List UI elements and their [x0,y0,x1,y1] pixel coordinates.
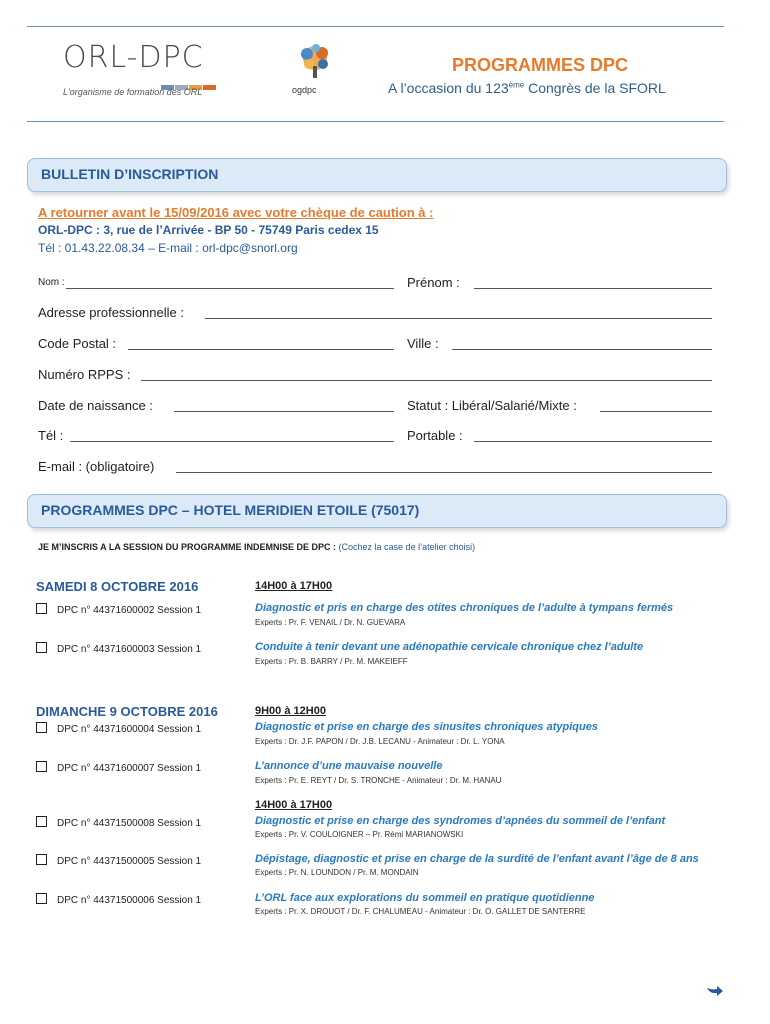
session-checkbox[interactable] [36,854,47,865]
session-checkbox[interactable] [36,816,47,827]
arrow-right-icon [706,984,724,1003]
instruction-hint: (Cochez la case de l’atelier choisi) [338,542,476,552]
session-title: Diagnostic et prise en charge des syndromes d’apnées du sommeil de l’enfant [255,815,666,827]
session-row[interactable]: DPC n° 44371600003 Session 1 [36,642,201,655]
session-checkbox[interactable] [36,642,47,653]
saturday-time: 14H00 à 17H00 [255,580,333,592]
top-rule [27,26,724,27]
instruction: JE M’INSCRIS A LA SESSION DU PROGRAMME INDEMNISE DE DPC : (Cochez la case de l’atelier choisi) [38,542,476,552]
adresse-label: Adresse professionnelle : [38,305,184,320]
session-experts: Experts : Pr. N. LOUNDON / Pr. M. MONDAIN [255,868,419,877]
statut-field[interactable] [600,411,712,412]
session-experts: Experts : Pr. X. DROUOT / Dr. F. CHALUMEAU - Animateur : Dr. O. GALLET DE SANTERRE [255,907,586,916]
bulletin-heading: BULLETIN D’INSCRIPTION [41,166,219,182]
prenom-field[interactable] [474,288,712,289]
logo-tagline: L'organisme de formation des ORL [63,87,203,97]
session-experts: Experts : Pr. B. BARRY / Pr. M. MAKEIEFF [255,657,408,666]
logo-text: ORL-DPC [63,40,204,75]
ogdpc-logo [292,44,338,96]
session-checkbox[interactable] [36,893,47,904]
adresse-field[interactable] [205,318,712,319]
sunday-time-afternoon: 14H00 à 17H00 [255,799,333,811]
programmes-heading: PROGRAMMES DPC – HOTEL MERIDIEN ETOILE (75017) [41,502,420,518]
code-postal-label: Code Postal : [38,336,117,351]
session-row[interactable]: DPC n° 44371500006 Session 1 [36,893,201,906]
session-row[interactable]: DPC n° 44371600007 Session 1 [36,761,201,774]
prenom-label: Prénom : [407,275,460,290]
nom-field[interactable] [66,288,394,289]
email-field[interactable] [176,472,712,473]
session-experts: Experts : Dr. J.F. PAPON / Dr. J.B. LECANU - Animateur : Dr. L. YONA [255,737,505,746]
portable-field[interactable] [474,441,712,442]
page-subtitle: A l’occasion du 123ème Congrès de la SFORL [388,80,666,96]
session-title: Dépistage, diagnostic et prise en charge de la surdité de l’enfant avant l’âge de 8 ans [255,853,699,865]
naissance-field[interactable] [174,411,394,412]
session-title: L’annonce d’une mauvaise nouvelle [255,760,443,772]
code-postal-field[interactable] [128,349,394,350]
session-row[interactable]: DPC n° 44371600004 Session 1 [36,722,201,735]
logo-color-bars [161,77,217,83]
session-row[interactable]: DPC n° 44371500008 Session 1 [36,816,201,829]
sunday-time-morning: 9H00 à 12H00 [255,705,326,717]
sunday-day: DIMANCHE 9 OCTOBRE 2016 [36,704,218,719]
address: ORL-DPC : 3, rue de l’Arrivée - BP 50 - 75749 Paris cedex 15 [38,223,379,237]
saturday-day: SAMEDI 8 OCTOBRE 2016 [36,579,199,594]
return-note: A retourner avant le 15/09/2016 avec votre chèque de caution à : [38,205,434,220]
nom-label: Nom : [38,277,65,288]
session-title: L’ORL face aux explorations du sommeil en pratique quotidienne [255,892,595,904]
tel-label: Tél : [38,428,64,443]
session-checkbox[interactable] [36,722,47,733]
session-experts: Experts : Pr. V. COULOIGNER – Pr. Rémi MARIANOWSKI [255,830,464,839]
session-experts: Experts : Pr. F. VENAIL / Dr. N. GUEVARA [255,618,406,627]
session-checkbox[interactable] [36,603,47,614]
statut-label: Statut : Libéral/Salarié/Mixte : [407,398,577,413]
orl-dpc-logo [63,40,217,97]
page-title: PROGRAMMES DPC [452,55,629,75]
header-bottom-rule [27,121,724,122]
portable-label: Portable : [407,428,463,443]
programmes-heading-box [27,494,727,528]
session-row[interactable]: DPC n° 44371500005 Session 1 [36,854,201,867]
session-experts: Experts : Pr. E. REYT / Dr. S. TRONCHE - Animateur : Dr. M. HANAU [255,776,502,785]
bulletin-heading-box [27,158,727,192]
rpps-label: Numéro RPPS : [38,367,131,382]
session-title: Diagnostic et prise en charge des sinusites chroniques atypiques [255,721,598,733]
session-checkbox[interactable] [36,761,47,772]
session-title: Diagnostic et pris en charge des otites chroniques de l’adulte à tympans fermés [255,602,674,614]
ville-label: Ville : [407,336,439,351]
ville-field[interactable] [452,349,712,350]
session-row[interactable]: DPC n° 44371600002 Session 1 [36,603,201,616]
session-title: Conduite à tenir devant une adénopathie cervicale chronique chez l’adulte [255,641,644,653]
contact: Tél : 01.43.22.08.34 – E-mail : orl-dpc@snorl.org [38,241,298,255]
naissance-label: Date de naissance : [38,398,153,413]
rpps-field[interactable] [141,380,712,381]
tel-field[interactable] [70,441,394,442]
email-label: E-mail : (obligatoire) [38,459,155,474]
ogdpc-label: ogdpc [292,85,317,95]
